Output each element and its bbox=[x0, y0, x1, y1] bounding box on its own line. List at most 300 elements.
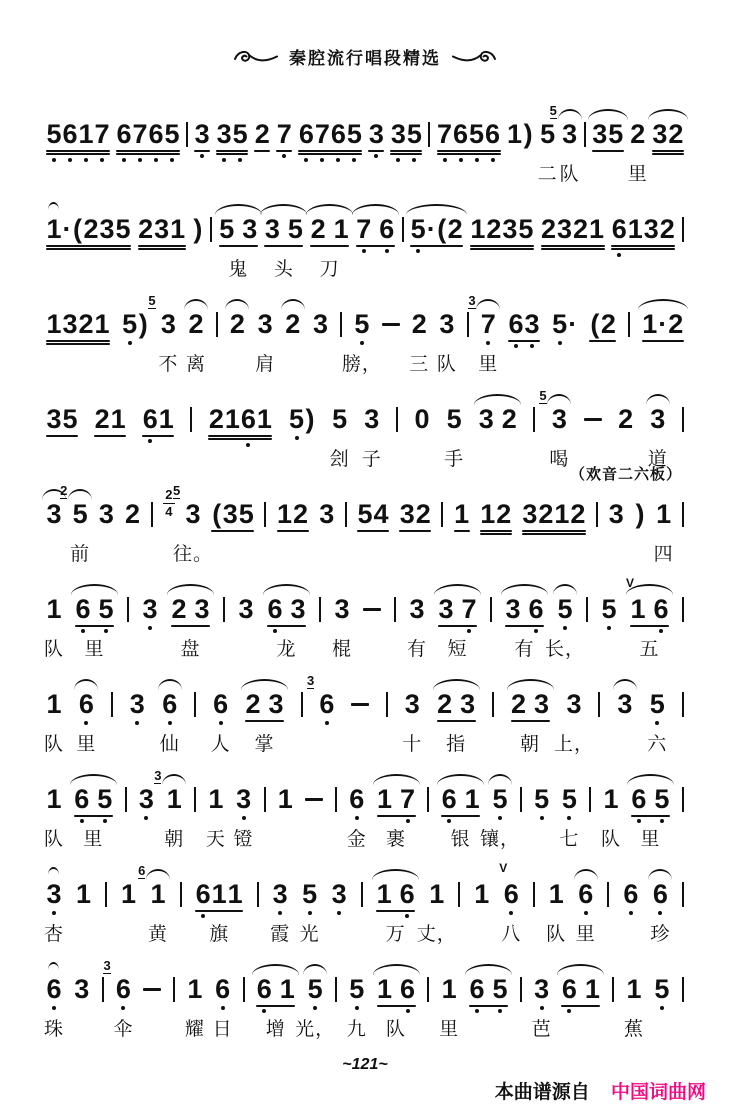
note-digit: · bbox=[658, 309, 668, 339]
barline bbox=[586, 597, 588, 622]
note-group bbox=[438, 594, 477, 660]
lyric-syllable: 里 bbox=[76, 734, 97, 755]
note-group bbox=[436, 309, 457, 375]
note-digits bbox=[74, 975, 90, 1003]
note-group bbox=[611, 215, 675, 257]
slur-arc bbox=[638, 299, 688, 310]
note-body bbox=[285, 310, 301, 338]
note-body bbox=[630, 120, 646, 148]
octave-dots bbox=[492, 816, 508, 820]
note-body bbox=[652, 880, 668, 915]
lyric-syllable: 上， bbox=[553, 734, 595, 755]
slur-arc bbox=[352, 204, 399, 215]
note-digit: 6 bbox=[75, 594, 91, 624]
note-digit: 6 bbox=[653, 594, 669, 624]
dot-cell bbox=[379, 249, 395, 253]
note-body bbox=[377, 785, 416, 823]
note-group bbox=[277, 500, 309, 532]
note-group bbox=[195, 879, 243, 945]
slur-arc bbox=[241, 679, 288, 690]
dot-cell bbox=[162, 721, 178, 725]
barline bbox=[682, 217, 684, 242]
note-digits bbox=[289, 405, 316, 433]
note-digit: 5 bbox=[289, 404, 305, 434]
note-group bbox=[184, 974, 205, 1040]
note-body bbox=[603, 785, 619, 813]
note-group bbox=[541, 215, 605, 250]
note-group bbox=[154, 768, 185, 850]
note-digit: 5 bbox=[354, 309, 370, 339]
beam-line bbox=[377, 1005, 416, 1007]
notation-line bbox=[46, 293, 684, 375]
note-digit: 3 bbox=[46, 879, 62, 909]
note-digit: 6 bbox=[213, 689, 229, 719]
dot-cell bbox=[492, 816, 508, 820]
low-octave-dot bbox=[84, 721, 88, 725]
dot-cell bbox=[164, 158, 180, 162]
notation-line bbox=[43, 576, 684, 660]
note-digits bbox=[116, 120, 180, 148]
note-digit: 7 bbox=[400, 784, 416, 814]
note-group bbox=[270, 879, 291, 945]
note-group bbox=[346, 974, 367, 1040]
beam-line bbox=[469, 1005, 508, 1007]
note-digit: 2 bbox=[138, 214, 154, 244]
note-group bbox=[553, 689, 595, 755]
note-digit: 5 bbox=[62, 404, 78, 434]
note-body bbox=[411, 310, 427, 338]
note-digits bbox=[219, 215, 258, 243]
beam-line bbox=[208, 438, 272, 440]
note-body bbox=[332, 405, 348, 433]
octave-dots bbox=[46, 158, 110, 162]
lyric-syllable: 光， bbox=[295, 1019, 336, 1040]
octave-dots bbox=[307, 1006, 323, 1010]
note-digits bbox=[630, 595, 669, 623]
note-digits bbox=[310, 215, 349, 243]
note-body bbox=[254, 120, 270, 152]
dot-cell bbox=[302, 911, 318, 915]
note-digit: 5 bbox=[446, 404, 462, 434]
dot-cell bbox=[578, 911, 594, 915]
low-octave-dot bbox=[498, 1009, 502, 1013]
note-digits bbox=[634, 500, 645, 528]
note-digit: 3 bbox=[551, 404, 567, 434]
octave-dots bbox=[162, 721, 178, 725]
low-octave-dot bbox=[567, 1009, 571, 1013]
beam-line bbox=[138, 248, 186, 250]
music-system bbox=[43, 673, 684, 768]
note-body bbox=[631, 785, 670, 823]
note-digit: 5 bbox=[410, 214, 426, 244]
dot-cell bbox=[611, 253, 627, 257]
barline bbox=[127, 597, 129, 622]
slur-arc bbox=[74, 679, 98, 690]
music-system bbox=[46, 466, 684, 578]
note-group bbox=[402, 689, 423, 755]
note-digit: 4 bbox=[373, 499, 389, 529]
note-digits bbox=[121, 880, 137, 908]
note-body bbox=[122, 310, 149, 345]
note-digit: 2 bbox=[668, 119, 684, 149]
note-digits bbox=[534, 975, 550, 1003]
note-group bbox=[478, 405, 517, 433]
note-digits bbox=[75, 595, 114, 623]
note-digit bbox=[272, 975, 279, 1003]
dot-cell bbox=[453, 158, 469, 162]
note-digits bbox=[503, 880, 519, 908]
low-octave-dot bbox=[81, 629, 85, 633]
note-digit: 5 bbox=[346, 119, 362, 149]
note-digit: 1 bbox=[46, 214, 62, 244]
note-digits bbox=[307, 975, 323, 1003]
note-digits bbox=[238, 595, 254, 623]
beam-line bbox=[522, 530, 586, 532]
note-digit: 1 bbox=[377, 784, 393, 814]
lyric-syllable: 八 bbox=[501, 924, 522, 945]
note-group bbox=[470, 215, 534, 250]
low-octave-dot bbox=[362, 249, 366, 253]
note-group bbox=[186, 309, 207, 375]
octave-dots bbox=[368, 154, 384, 158]
barline bbox=[589, 787, 591, 812]
note-body bbox=[414, 405, 430, 433]
note-digits bbox=[541, 215, 605, 243]
dot-cell bbox=[426, 249, 436, 253]
note-group bbox=[601, 784, 622, 850]
note-group bbox=[356, 215, 395, 253]
note-group bbox=[138, 785, 154, 820]
note-digits bbox=[376, 880, 415, 908]
note-digit: 3 bbox=[74, 974, 90, 1004]
note-digit: 3 bbox=[334, 594, 350, 624]
note-group bbox=[544, 594, 586, 660]
notation-line bbox=[46, 214, 684, 280]
slur-arc bbox=[260, 204, 307, 215]
note-group bbox=[377, 784, 416, 850]
beam-line bbox=[357, 530, 389, 532]
beam-line bbox=[46, 245, 131, 247]
note-group bbox=[469, 975, 508, 1013]
lyric-syllable: 指 bbox=[446, 734, 467, 755]
book-title: 秦腔流行唱段精选 bbox=[289, 49, 441, 68]
dot-cell bbox=[454, 629, 461, 633]
beam-line bbox=[75, 625, 114, 627]
note-digit: 5 bbox=[557, 594, 573, 624]
note-group bbox=[410, 215, 463, 253]
note-body bbox=[654, 975, 670, 1010]
note-group bbox=[98, 500, 114, 528]
note-body bbox=[188, 310, 204, 338]
note-group bbox=[319, 500, 335, 528]
note-digit: 2 bbox=[659, 214, 675, 244]
dot-cell bbox=[654, 1006, 670, 1010]
note-digits bbox=[74, 785, 113, 813]
beam-line bbox=[438, 625, 477, 627]
note-body bbox=[454, 500, 470, 532]
low-octave-dot bbox=[352, 158, 356, 162]
lyric-syllable: 耀 bbox=[184, 1019, 205, 1040]
lyric-syllable: 膀， bbox=[341, 354, 382, 375]
note-digits bbox=[208, 785, 224, 813]
note-digit: 6 bbox=[441, 784, 457, 814]
slur-arc bbox=[167, 584, 214, 595]
note-body bbox=[511, 690, 550, 722]
dot-cell bbox=[74, 819, 90, 823]
note-body bbox=[257, 310, 273, 338]
note-digit: 3 bbox=[617, 689, 633, 719]
note-digits bbox=[652, 880, 668, 908]
note-group bbox=[537, 119, 558, 185]
note-digits bbox=[211, 500, 254, 528]
note-group bbox=[46, 405, 78, 437]
barline bbox=[386, 692, 388, 717]
note-digit: 6 bbox=[611, 214, 627, 244]
tie-mark bbox=[48, 867, 59, 875]
note-digit bbox=[577, 975, 584, 1003]
note-group bbox=[642, 310, 684, 342]
note-group bbox=[390, 120, 422, 162]
note-group bbox=[306, 673, 335, 725]
note-digit: 3 bbox=[129, 689, 145, 719]
note-digit: 1 bbox=[150, 879, 166, 909]
note-group bbox=[138, 215, 186, 250]
note-body bbox=[349, 975, 365, 1010]
dot-cell bbox=[272, 911, 288, 915]
lyric-syllable: 队 bbox=[436, 354, 457, 375]
note-group bbox=[647, 404, 668, 470]
octave-dots bbox=[376, 914, 415, 918]
dot-cell bbox=[505, 629, 521, 633]
note-digit: 6 bbox=[298, 119, 314, 149]
note-digit: 2 bbox=[600, 309, 616, 339]
low-octave-dot bbox=[84, 158, 88, 162]
low-octave-dot bbox=[405, 914, 409, 918]
note-digit: 3 bbox=[194, 594, 210, 624]
lyric-syllable: 增 bbox=[265, 1019, 286, 1040]
note-group bbox=[507, 120, 534, 148]
note-group bbox=[94, 405, 126, 437]
dot-cell bbox=[236, 816, 252, 820]
note-body bbox=[76, 880, 92, 908]
note-body bbox=[72, 500, 88, 528]
lyric-syllable: 里 bbox=[575, 924, 596, 945]
note-group bbox=[499, 861, 522, 945]
note-digits bbox=[213, 690, 229, 718]
slur-arc bbox=[303, 964, 327, 975]
note-body bbox=[557, 595, 573, 630]
beam-line bbox=[74, 815, 113, 817]
note-digit: ( bbox=[590, 309, 600, 339]
note-body bbox=[592, 120, 624, 152]
note-body bbox=[298, 120, 362, 162]
slur-arc bbox=[574, 869, 598, 880]
note-digit: 5 bbox=[654, 974, 670, 1004]
note-digit: 6 bbox=[503, 879, 519, 909]
lyric-syllable: 前 bbox=[70, 544, 91, 565]
slur-arc bbox=[373, 964, 420, 975]
low-octave-dot bbox=[103, 819, 107, 823]
lyric-syllable: 棍 bbox=[331, 639, 353, 660]
note-body bbox=[349, 785, 365, 820]
note-body bbox=[561, 975, 600, 1013]
note-digit: 2 bbox=[245, 689, 261, 719]
low-octave-dot bbox=[200, 154, 204, 158]
dot-cell bbox=[213, 721, 229, 725]
note-digits bbox=[185, 500, 201, 528]
note-digits bbox=[429, 880, 445, 908]
note-digit: · bbox=[62, 214, 72, 244]
low-octave-dot bbox=[222, 158, 226, 162]
note-digit: 2 bbox=[573, 214, 589, 244]
grace-note: 3 bbox=[306, 673, 315, 688]
barline bbox=[194, 787, 196, 812]
note-body bbox=[98, 500, 114, 528]
footer-source[interactable]: 中国词曲网 bbox=[610, 1082, 706, 1103]
lyric-syllable: 四 bbox=[653, 544, 674, 565]
note-group bbox=[552, 310, 578, 345]
lyric-syllable: 光 bbox=[299, 924, 320, 945]
lyric-syllable: 离 bbox=[186, 354, 207, 375]
note-digit: 2 bbox=[541, 214, 557, 244]
slur-arc bbox=[507, 679, 554, 690]
note-group bbox=[43, 974, 65, 1040]
note-group bbox=[46, 310, 110, 345]
note-digit bbox=[187, 595, 194, 623]
note-body bbox=[611, 215, 675, 257]
lyric-syllable: 银 bbox=[450, 829, 471, 850]
octave-dots bbox=[354, 341, 370, 345]
dot-cell bbox=[298, 158, 314, 162]
note-digit: 2 bbox=[501, 404, 517, 434]
dot-cell bbox=[441, 819, 457, 823]
note-digits bbox=[437, 120, 501, 148]
note-digit: 6 bbox=[453, 119, 469, 149]
grace-note: 2 bbox=[60, 483, 68, 498]
lyric-syllable: 队 bbox=[601, 829, 622, 850]
note-group bbox=[618, 405, 634, 433]
note-digit: 3 bbox=[98, 499, 114, 529]
octave-dots bbox=[298, 158, 362, 162]
slur-arc bbox=[263, 584, 310, 595]
lyric-syllable: 朝 bbox=[164, 829, 185, 850]
grace-note: 5 bbox=[549, 103, 557, 118]
note-digit: 1 bbox=[554, 499, 570, 529]
footer bbox=[495, 1077, 706, 1104]
dot-cell bbox=[552, 341, 568, 345]
octave-dots bbox=[116, 158, 180, 162]
note-digit: 7 bbox=[356, 214, 372, 244]
note-group bbox=[531, 974, 552, 1040]
dot-cell bbox=[485, 158, 501, 162]
beam-line bbox=[561, 1005, 600, 1007]
low-octave-dot bbox=[540, 816, 544, 820]
dot-cell bbox=[372, 249, 379, 253]
note-digit: 3 bbox=[502, 214, 518, 244]
note-digit: 2 bbox=[254, 119, 270, 149]
note-digit: 5 bbox=[518, 214, 534, 244]
lyric-syllable: 五 bbox=[639, 639, 660, 660]
note-digit: 6 bbox=[631, 784, 647, 814]
beam-line bbox=[399, 530, 431, 532]
barline bbox=[105, 882, 107, 907]
note-digit: 3 bbox=[319, 499, 335, 529]
note-group bbox=[626, 576, 669, 660]
note-digit: 7 bbox=[276, 119, 292, 149]
note-body bbox=[334, 595, 350, 623]
barline bbox=[180, 882, 182, 907]
note-digit: 2 bbox=[94, 404, 110, 434]
lyric-syllable: 七 bbox=[559, 829, 580, 850]
note-digits bbox=[650, 405, 666, 433]
note-digits bbox=[566, 690, 582, 718]
note-body bbox=[46, 785, 62, 813]
octave-dots bbox=[623, 911, 639, 915]
dot-cell bbox=[561, 1009, 577, 1013]
note-digit: 6 bbox=[578, 879, 594, 909]
note-group bbox=[212, 974, 233, 1040]
lyric-syllable: 队 bbox=[559, 164, 580, 185]
note-group bbox=[341, 309, 382, 375]
note-digit: 1 bbox=[656, 499, 672, 529]
dot-cell bbox=[346, 158, 362, 162]
note-digits bbox=[46, 310, 110, 338]
slur-arc bbox=[648, 109, 688, 120]
note-digits bbox=[377, 975, 416, 1003]
note-digit bbox=[235, 215, 242, 243]
note-digit: 3 bbox=[236, 784, 252, 814]
barline bbox=[173, 977, 175, 1002]
note-digits bbox=[208, 405, 272, 433]
note-digits bbox=[626, 975, 642, 1003]
note-body bbox=[94, 405, 126, 437]
barline bbox=[492, 692, 494, 717]
low-octave-dot bbox=[637, 819, 641, 823]
note-digits bbox=[229, 310, 245, 338]
beam-line bbox=[541, 248, 605, 250]
note-digit: 1 bbox=[474, 879, 490, 909]
note-digit: 3 bbox=[534, 689, 550, 719]
octave-dots bbox=[534, 816, 550, 820]
beam-line bbox=[437, 150, 501, 152]
low-octave-dot bbox=[148, 626, 152, 630]
beam-line bbox=[522, 533, 586, 535]
note-digit: 5 bbox=[332, 404, 348, 434]
note-group bbox=[211, 500, 254, 532]
note-digit: 1 bbox=[166, 784, 182, 814]
dot-cell bbox=[132, 158, 148, 162]
low-octave-dot bbox=[658, 911, 662, 915]
note-group bbox=[205, 784, 226, 850]
note-digit: 6 bbox=[469, 974, 485, 1004]
note-digit: 5 bbox=[357, 499, 373, 529]
note-group bbox=[74, 784, 113, 850]
octave-dots bbox=[331, 911, 347, 915]
note-group bbox=[255, 309, 276, 375]
note-digits bbox=[601, 595, 617, 623]
note-digit: 1 bbox=[333, 214, 349, 244]
note-digits bbox=[592, 120, 624, 148]
note-body bbox=[634, 500, 645, 528]
note-body bbox=[277, 785, 293, 813]
note-digits bbox=[441, 975, 457, 1003]
note-group bbox=[559, 784, 580, 850]
note-body bbox=[46, 120, 110, 162]
barline bbox=[194, 692, 196, 717]
note-body bbox=[46, 690, 62, 718]
note-digits bbox=[319, 500, 335, 528]
note-digits bbox=[631, 785, 670, 813]
